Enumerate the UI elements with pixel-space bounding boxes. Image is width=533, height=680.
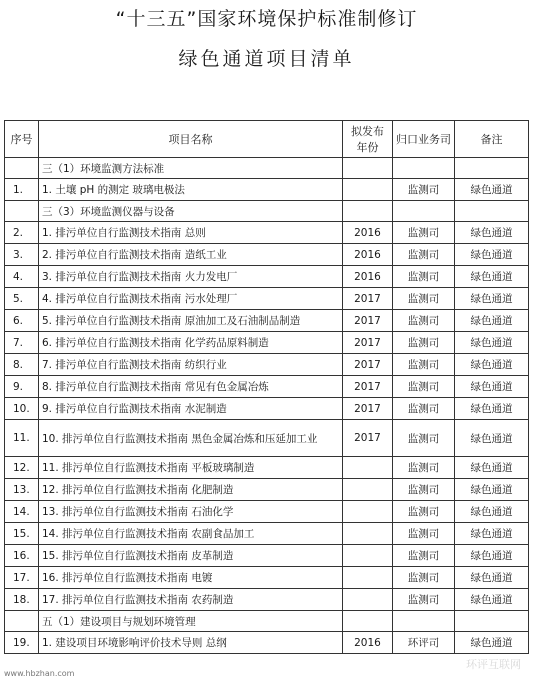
cell-name: 12. 排污单位自行监测技术指南 化肥制造	[39, 479, 343, 501]
cell-name: 13. 排污单位自行监测技术指南 石油化学	[39, 501, 343, 523]
cell-dept: 监测司	[393, 420, 455, 457]
cell-year: 2017	[343, 288, 393, 310]
cell-name: 10. 排污单位自行监测技术指南 黑色金属冶炼和压延加工业	[39, 420, 343, 457]
cell-note: 绿色通道	[455, 501, 529, 523]
table-row	[5, 310, 529, 332]
cell-note: 绿色通道	[455, 310, 529, 332]
cell-no: 10.	[5, 398, 39, 420]
cell-note: 绿色通道	[455, 589, 529, 611]
cell-year: 2016	[343, 632, 393, 654]
cell-no: 5.	[5, 288, 39, 310]
table-row	[5, 179, 529, 201]
cell-year: 2016	[343, 266, 393, 288]
cell-dept: 监测司	[393, 244, 455, 266]
cell-year	[343, 589, 393, 611]
cell-name: 1. 建设项目环境影响评价技术导则 总纲	[39, 632, 343, 654]
section-row	[5, 201, 529, 222]
cell-note: 绿色通道	[455, 457, 529, 479]
cell-no: 2.	[5, 222, 39, 244]
cell-year	[343, 179, 393, 201]
table-row	[5, 288, 529, 310]
cell-note: 绿色通道	[455, 632, 529, 654]
cell-year: 2017	[343, 310, 393, 332]
cell-year	[343, 523, 393, 545]
cell-no: 11.	[5, 420, 39, 457]
table-row	[5, 398, 529, 420]
document-title-line1: “十三五”国家环境保护标准制修订	[115, 8, 418, 30]
cell-name: 2. 排污单位自行监测技术指南 造纸工业	[39, 244, 343, 266]
table-row	[5, 244, 529, 266]
cell-no: 4.	[5, 266, 39, 288]
cell-year	[343, 545, 393, 567]
header-name: 项目名称	[39, 121, 343, 158]
table-row	[5, 545, 529, 567]
header-no: 序号	[5, 121, 39, 158]
table-row	[5, 523, 529, 545]
cell-no: 17.	[5, 567, 39, 589]
cell-dept: 监测司	[393, 523, 455, 545]
cell-dept: 监测司	[393, 288, 455, 310]
cell-note: 绿色通道	[455, 288, 529, 310]
section-no-cell	[5, 611, 39, 632]
cell-dept: 监测司	[393, 376, 455, 398]
table-row	[5, 567, 529, 589]
cell-no: 3.	[5, 244, 39, 266]
cell-name: 5. 排污单位自行监测技术指南 原油加工及石油制品制造	[39, 310, 343, 332]
cell-dept: 监测司	[393, 501, 455, 523]
cell-note: 绿色通道	[455, 354, 529, 376]
header-year: 拟发布年份	[343, 121, 393, 158]
cell-no: 13.	[5, 479, 39, 501]
cell-note: 绿色通道	[455, 479, 529, 501]
cell-dept: 监测司	[393, 545, 455, 567]
cell-year: 2017	[343, 398, 393, 420]
cell-note: 绿色通道	[455, 332, 529, 354]
cell-year	[343, 457, 393, 479]
cell-note: 绿色通道	[455, 222, 529, 244]
section-row	[5, 611, 529, 632]
cell-name: 15. 排污单位自行监测技术指南 皮革制造	[39, 545, 343, 567]
cell-year: 2017	[343, 354, 393, 376]
document-title-line2: 绿色通道项目清单	[178, 48, 355, 70]
table-body	[5, 158, 529, 654]
section-empty-note	[455, 611, 529, 632]
section-empty-year	[343, 201, 393, 222]
table-row	[5, 266, 529, 288]
table-row	[5, 479, 529, 501]
cell-dept: 监测司	[393, 567, 455, 589]
cell-name: 14. 排污单位自行监测技术指南 农副食品加工	[39, 523, 343, 545]
section-no-cell	[5, 158, 39, 179]
cell-no: 14.	[5, 501, 39, 523]
cell-dept: 环评司	[393, 632, 455, 654]
table-row	[5, 420, 529, 457]
cell-note: 绿色通道	[455, 266, 529, 288]
table-row	[5, 332, 529, 354]
cell-note: 绿色通道	[455, 398, 529, 420]
cell-no: 9.	[5, 376, 39, 398]
cell-dept: 监测司	[393, 332, 455, 354]
cell-dept: 监测司	[393, 589, 455, 611]
cell-no: 6.	[5, 310, 39, 332]
cell-note: 绿色通道	[455, 179, 529, 201]
section-row	[5, 158, 529, 179]
section-empty-dept	[393, 158, 455, 179]
cell-name: 17. 排污单位自行监测技术指南 农药制造	[39, 589, 343, 611]
cell-name: 4. 排污单位自行监测技术指南 污水处理厂	[39, 288, 343, 310]
header-dept: 归口业务司	[393, 121, 455, 158]
cell-year	[343, 501, 393, 523]
table-header-row	[5, 121, 529, 158]
source-credit: www.hbzhan.com	[4, 669, 75, 678]
cell-name: 1. 土壤 pH 的测定 玻璃电极法	[39, 179, 343, 201]
table-row	[5, 354, 529, 376]
cell-dept: 监测司	[393, 398, 455, 420]
cell-name: 11. 排污单位自行监测技术指南 平板玻璃制造	[39, 457, 343, 479]
section-empty-note	[455, 158, 529, 179]
project-list-table	[4, 120, 529, 654]
cell-no: 19.	[5, 632, 39, 654]
cell-no: 7.	[5, 332, 39, 354]
cell-note: 绿色通道	[455, 545, 529, 567]
section-title: 三（3）环境监测仪器与设备	[39, 201, 343, 222]
cell-name: 1. 排污单位自行监测技术指南 总则	[39, 222, 343, 244]
cell-name: 16. 排污单位自行监测技术指南 电镀	[39, 567, 343, 589]
section-empty-year	[343, 611, 393, 632]
cell-no: 1.	[5, 179, 39, 201]
cell-note: 绿色通道	[455, 244, 529, 266]
section-empty-dept	[393, 611, 455, 632]
section-empty-note	[455, 201, 529, 222]
cell-name: 3. 排污单位自行监测技术指南 火力发电厂	[39, 266, 343, 288]
cell-no: 18.	[5, 589, 39, 611]
table-row	[5, 457, 529, 479]
cell-name: 9. 排污单位自行监测技术指南 水泥制造	[39, 398, 343, 420]
cell-note: 绿色通道	[455, 420, 529, 457]
table-row	[5, 501, 529, 523]
cell-year: 2017	[343, 376, 393, 398]
section-empty-year	[343, 158, 393, 179]
cell-dept: 监测司	[393, 354, 455, 376]
table-row	[5, 222, 529, 244]
cell-dept: 监测司	[393, 310, 455, 332]
cell-dept: 监测司	[393, 222, 455, 244]
cell-dept: 监测司	[393, 479, 455, 501]
table-row	[5, 632, 529, 654]
section-empty-dept	[393, 201, 455, 222]
header-note: 备注	[455, 121, 529, 158]
cell-year	[343, 567, 393, 589]
cell-dept: 监测司	[393, 266, 455, 288]
cell-year: 2017	[343, 420, 393, 457]
cell-name: 7. 排污单位自行监测技术指南 纺织行业	[39, 354, 343, 376]
cell-note: 绿色通道	[455, 567, 529, 589]
watermark: 环评互联网	[466, 658, 521, 671]
cell-no: 12.	[5, 457, 39, 479]
cell-note: 绿色通道	[455, 523, 529, 545]
cell-year: 2017	[343, 332, 393, 354]
cell-note: 绿色通道	[455, 376, 529, 398]
cell-dept: 监测司	[393, 179, 455, 201]
cell-no: 8.	[5, 354, 39, 376]
cell-no: 16.	[5, 545, 39, 567]
section-no-cell	[5, 201, 39, 222]
table-row	[5, 376, 529, 398]
section-title: 三（1）环境监测方法标准	[39, 158, 343, 179]
table-row	[5, 589, 529, 611]
cell-year	[343, 479, 393, 501]
cell-name: 6. 排污单位自行监测技术指南 化学药品原料制造	[39, 332, 343, 354]
cell-year: 2016	[343, 244, 393, 266]
cell-year: 2016	[343, 222, 393, 244]
section-title: 五（1）建设项目与规划环境管理	[39, 611, 343, 632]
cell-no: 15.	[5, 523, 39, 545]
cell-dept: 监测司	[393, 457, 455, 479]
cell-name: 8. 排污单位自行监测技术指南 常见有色金属冶炼	[39, 376, 343, 398]
